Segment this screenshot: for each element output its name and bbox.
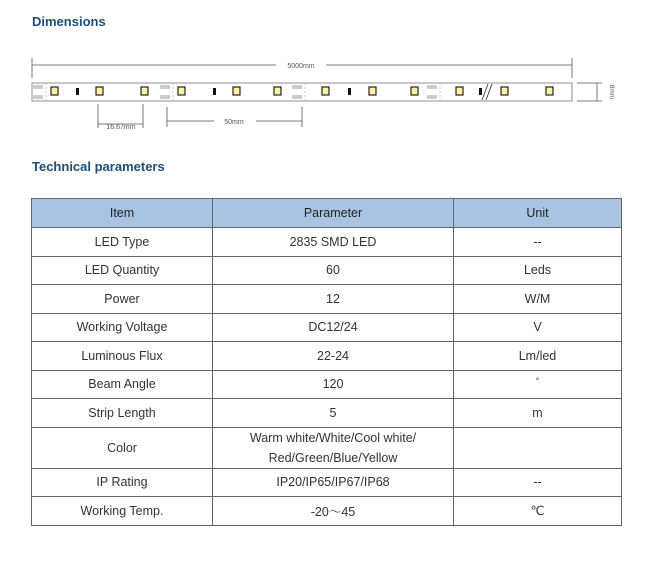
- row-unit: Leds: [454, 256, 622, 285]
- led-chip: [501, 87, 508, 95]
- led-chip: [411, 87, 418, 95]
- solder-pad: [33, 95, 43, 99]
- led-chip: [322, 87, 329, 95]
- row-parameter: -20～45: [213, 497, 454, 526]
- led-chip: [456, 87, 463, 95]
- header-item: Item: [32, 199, 213, 228]
- solder-pad: [160, 95, 170, 99]
- width-dimension: [577, 83, 602, 101]
- row-item: IP Rating: [32, 468, 213, 497]
- row-parameter: DC12/24: [213, 313, 454, 342]
- led-chip: [96, 87, 103, 95]
- row-unit: [454, 370, 622, 399]
- row-unit: --: [454, 468, 622, 497]
- table-row: [32, 256, 622, 285]
- table-row: [32, 342, 622, 371]
- strip-dimension-diagram: [26, 52, 626, 136]
- row-item: Working Voltage: [32, 313, 213, 342]
- table-row: [32, 285, 622, 314]
- header-unit: Unit: [454, 199, 622, 228]
- row-item: LED Quantity: [32, 256, 213, 285]
- row-unit: m: [454, 399, 622, 428]
- resistor: [348, 88, 351, 95]
- resistor: [479, 88, 482, 95]
- degree-symbol: °: [535, 376, 540, 387]
- dimensions-title: Dimensions: [32, 14, 106, 29]
- row-parameter: 5: [213, 399, 454, 428]
- row-unit: [454, 427, 622, 468]
- table-row: [32, 468, 622, 497]
- row-item: Luminous Flux: [32, 342, 213, 371]
- row-item: Beam Angle: [32, 370, 213, 399]
- row-unit: Lm/led: [454, 342, 622, 371]
- solder-pad: [160, 85, 170, 89]
- led-chip: [51, 87, 58, 95]
- row-parameter: 60: [213, 256, 454, 285]
- led-chip: [546, 87, 553, 95]
- resistor: [76, 88, 79, 95]
- table-row: [32, 313, 622, 342]
- row-parameter: 120: [213, 370, 454, 399]
- solder-pad: [292, 85, 302, 89]
- row-item: Strip Length: [32, 399, 213, 428]
- row-parameter: [213, 427, 454, 468]
- cut-length-label: 50mm: [224, 119, 244, 126]
- led-pitch-label: 16.67mm: [106, 124, 136, 131]
- total-length-label: 5000mm: [287, 63, 315, 70]
- table-row: [32, 497, 622, 526]
- row-unit: W/M: [454, 285, 622, 314]
- solder-pad: [33, 85, 43, 89]
- led-chip: [274, 87, 281, 95]
- solder-pad: [292, 95, 302, 99]
- row-parameter: IP20/IP65/IP67/IP68: [213, 468, 454, 497]
- led-chip: [141, 87, 148, 95]
- table-row: [32, 427, 622, 468]
- row-parameter: 22-24: [213, 342, 454, 371]
- row-item: Working Temp.: [32, 497, 213, 526]
- row-item: Color: [32, 427, 213, 468]
- row-item: Power: [32, 285, 213, 314]
- solder-pad: [427, 95, 437, 99]
- row-unit: --: [454, 228, 622, 257]
- row-parameter: 12: [213, 285, 454, 314]
- table-row: [32, 370, 622, 399]
- color-line-1: Warm white/White/Cool white/: [249, 430, 417, 445]
- table-row: [32, 399, 622, 428]
- solder-pad: [427, 85, 437, 89]
- table-row: [32, 228, 622, 257]
- technical-parameters-table: [31, 198, 622, 526]
- color-line-2: Red/Green/Blue/Yellow: [268, 450, 398, 465]
- table-header-row: [32, 199, 622, 228]
- led-chip: [233, 87, 240, 95]
- width-label: 8mm: [608, 84, 615, 100]
- technical-parameters-title: Technical parameters: [32, 159, 165, 174]
- row-parameter: 2835 SMD LED: [213, 228, 454, 257]
- row-item: LED Type: [32, 228, 213, 257]
- row-unit: ℃: [454, 497, 622, 526]
- header-parameter: Parameter: [213, 199, 454, 228]
- led-chip: [178, 87, 185, 95]
- led-chip: [369, 87, 376, 95]
- row-unit: V: [454, 313, 622, 342]
- resistor: [213, 88, 216, 95]
